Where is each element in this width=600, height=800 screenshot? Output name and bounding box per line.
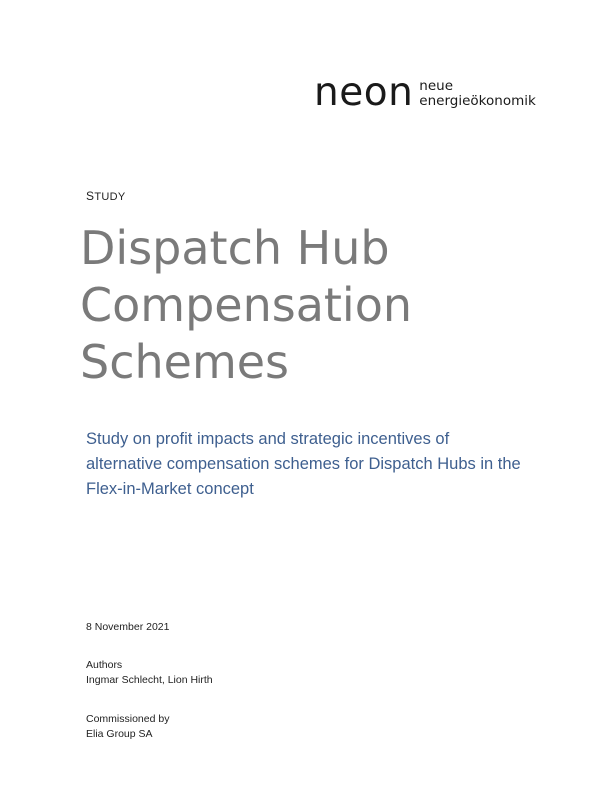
logo-wordmark: neon	[314, 70, 414, 115]
neon-logo	[314, 70, 536, 115]
document-type-label-rest: TUDY	[94, 191, 126, 203]
page-title	[80, 220, 412, 391]
authors-block	[86, 658, 213, 688]
authors-heading: Authors	[86, 659, 123, 671]
commissioned-block	[86, 712, 169, 742]
date-text: 8 November 2021	[86, 621, 170, 633]
title-line-2: Compensation	[80, 278, 412, 332]
title-line-3: Schemes	[80, 335, 290, 389]
logo-tagline-line2: energieökonomik	[419, 93, 536, 109]
title-line-1: Dispatch Hub	[80, 221, 390, 275]
authors-names: Ingmar Schlecht, Lion Hirth	[86, 674, 213, 686]
logo-tagline-line1: neue	[419, 78, 454, 94]
page-subtitle: Study on profit impacts and strategic incentives of alternative compensation schemes for Dispatch Hubs in the Flex-in-Market concept	[86, 430, 521, 498]
document-type-label-initial: S	[86, 189, 95, 203]
logo-tagline	[419, 79, 536, 109]
commissioned-heading: Commissioned by	[86, 713, 170, 725]
commissioned-name: Elia Group SA	[86, 728, 153, 740]
document-type-label	[86, 189, 125, 203]
publication-date	[86, 620, 169, 635]
